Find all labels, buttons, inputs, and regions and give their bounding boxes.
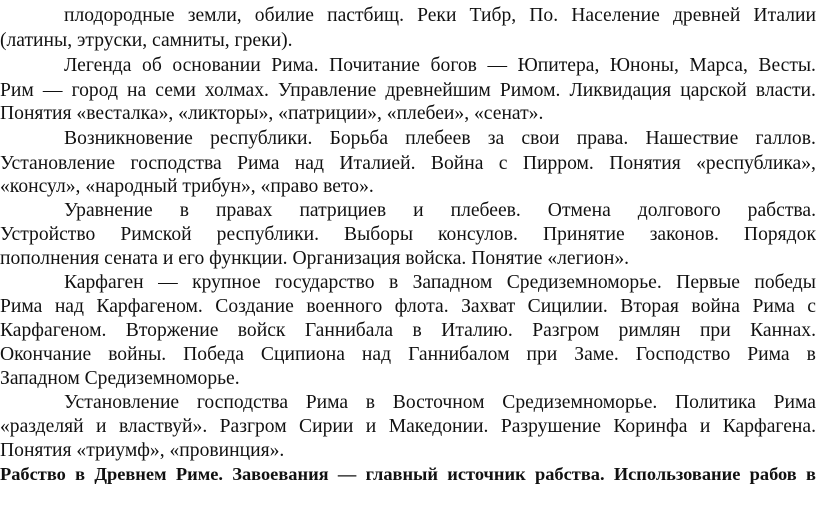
- word: над: [54, 296, 84, 317]
- word: «консул», «народный трибун», «право вето».: [0, 176, 374, 197]
- word: Италию.: [441, 320, 513, 341]
- word: Ганнибалом: [408, 344, 510, 365]
- word: —: [42, 80, 63, 101]
- word: при: [699, 320, 731, 341]
- word: войск: [237, 320, 286, 341]
- word: Окончание: [0, 344, 92, 365]
- word: и: [96, 416, 107, 437]
- word: Италией.: [339, 153, 416, 174]
- word: земли,: [187, 5, 242, 26]
- word: консулов.: [438, 224, 518, 245]
- text-line: [0, 318, 816, 343]
- text-line: [0, 101, 816, 126]
- text-line: [0, 294, 816, 319]
- word: источник: [447, 464, 526, 484]
- word: правах: [215, 200, 273, 221]
- word: Война: [430, 153, 484, 174]
- word: права.: [576, 128, 629, 149]
- word: на: [127, 80, 147, 101]
- word: Карфаген: [64, 272, 144, 293]
- word: пастбищ.: [327, 5, 404, 26]
- text-line: [0, 151, 816, 176]
- word: рабства.: [535, 464, 605, 484]
- word: в: [179, 200, 189, 221]
- word: в: [806, 464, 816, 484]
- word: Захват: [461, 296, 516, 317]
- word: Борьба: [329, 128, 389, 149]
- text-line: [0, 174, 816, 199]
- text-line: [0, 366, 816, 391]
- word: республики.: [210, 128, 313, 149]
- word: Рима: [747, 344, 790, 365]
- word: Разрушение: [500, 416, 601, 437]
- word: Сирии: [299, 416, 354, 437]
- text-line: [0, 414, 816, 439]
- word: с: [498, 153, 508, 174]
- text-line: [0, 246, 816, 271]
- word: плебеев: [405, 128, 471, 149]
- word: царской: [680, 80, 747, 101]
- word: Господство: [635, 344, 731, 365]
- word: «разделяй: [0, 416, 84, 437]
- word: Первые: [676, 272, 740, 293]
- word: Карфагена.: [722, 416, 816, 437]
- word: Порядок: [743, 224, 816, 245]
- word: Сицилии.: [527, 296, 608, 317]
- word: Римской: [120, 224, 192, 245]
- word: флота.: [394, 296, 449, 317]
- word: Почитание: [329, 55, 421, 76]
- word: за: [487, 128, 505, 149]
- word: Население: [571, 5, 660, 26]
- word: Разгром: [532, 320, 600, 341]
- word: древней: [672, 5, 741, 26]
- word: Рима: [773, 392, 816, 413]
- word: крупное: [192, 272, 261, 293]
- word: Отмена: [547, 200, 611, 221]
- word: и: [413, 200, 424, 221]
- word: «республика»,: [696, 153, 816, 174]
- word: —: [337, 464, 357, 484]
- word: По.: [529, 5, 559, 26]
- word: (латины, этруски, самниты, греки).: [0, 30, 293, 51]
- word: галлов.: [755, 128, 816, 149]
- word: Управление: [278, 80, 377, 101]
- word: Установление: [64, 392, 180, 413]
- word: Рима: [237, 153, 280, 174]
- text-line: [0, 28, 816, 53]
- word: Понятия: [609, 153, 681, 174]
- word: свои: [521, 128, 560, 149]
- word: в: [365, 392, 376, 413]
- word: Риме.: [175, 464, 223, 484]
- text-line: [0, 53, 816, 78]
- word: Создание: [215, 296, 294, 317]
- word: богов: [430, 55, 477, 76]
- word: Каннах.: [750, 320, 816, 341]
- word: Восточном: [392, 392, 485, 413]
- word: Устройство: [0, 224, 96, 245]
- word: долгового: [637, 200, 721, 221]
- word: Рима: [0, 296, 43, 317]
- word: Юноны,: [609, 55, 679, 76]
- word: Карфагеном.: [96, 296, 203, 317]
- word: римлян: [618, 320, 681, 341]
- word: господства: [196, 392, 289, 413]
- text-line: [0, 270, 816, 295]
- word: и: [699, 416, 711, 437]
- word: Римом.: [499, 80, 561, 101]
- word: Древнем: [94, 464, 167, 484]
- word: семи: [155, 80, 196, 101]
- word: в: [412, 320, 422, 341]
- word: законов.: [649, 224, 719, 245]
- word: Средиземноморье.: [506, 272, 662, 293]
- word: над: [361, 344, 392, 365]
- bold-text-line: [0, 462, 816, 487]
- word: Западном: [412, 272, 493, 293]
- word: Италии: [753, 5, 816, 26]
- word: Рабство: [0, 464, 66, 484]
- word: в: [806, 344, 816, 365]
- word: об: [142, 55, 162, 76]
- word: Ганнибала: [304, 320, 394, 341]
- word: Рим: [0, 80, 34, 101]
- word: Карфагеном.: [0, 320, 107, 341]
- word: Победа: [183, 344, 244, 365]
- word: Выборы: [344, 224, 413, 245]
- text-line: [0, 3, 816, 28]
- word: плебеев.: [450, 200, 521, 221]
- text-line: [0, 342, 816, 367]
- word: господства: [130, 153, 222, 174]
- word: основании: [172, 55, 261, 76]
- word: Весты.: [758, 55, 816, 76]
- word: Завоевания: [232, 464, 329, 484]
- word: над: [294, 153, 324, 174]
- word: Легенда: [64, 55, 132, 76]
- word: Средиземноморье.: [502, 392, 658, 413]
- text-line: [0, 390, 816, 415]
- word: Тибр,: [469, 5, 517, 26]
- word: Понятия «триумф», «провинция».: [0, 440, 285, 461]
- word: и: [365, 416, 377, 437]
- word: государство: [275, 272, 375, 293]
- word: город: [71, 80, 118, 101]
- word: древнейшим: [385, 80, 491, 101]
- word: плодородные: [64, 5, 175, 26]
- word: Вторжение: [125, 320, 219, 341]
- word: Политика: [675, 392, 756, 413]
- word: Реки: [417, 5, 457, 26]
- word: Коринфа: [613, 416, 688, 437]
- word: в: [75, 464, 86, 484]
- word: Вторая: [620, 296, 679, 317]
- word: военного: [306, 296, 383, 317]
- word: в: [388, 272, 399, 293]
- word: войны.: [108, 344, 167, 365]
- word: с: [807, 296, 816, 317]
- word: пополнения сената и его функции. Организация войска. Понятие «легион».: [0, 248, 630, 269]
- word: война: [691, 296, 740, 317]
- word: власти.: [755, 80, 816, 101]
- word: Пирром.: [522, 153, 594, 174]
- word: Установление: [0, 153, 116, 174]
- text-line: [0, 198, 816, 223]
- word: Нашествие: [645, 128, 739, 149]
- word: Ликвидация: [569, 80, 672, 101]
- word: Рима.: [271, 55, 319, 76]
- word: Заме.: [574, 344, 619, 365]
- text-line: [0, 78, 816, 103]
- word: обилие: [254, 5, 315, 26]
- word: —: [158, 272, 178, 293]
- word: Рима: [752, 296, 795, 317]
- word: Юпитера,: [517, 55, 600, 76]
- text-line: [0, 126, 816, 151]
- word: Сципиона: [260, 344, 345, 365]
- word: при: [526, 344, 558, 365]
- word: Македонии.: [388, 416, 489, 437]
- word: рабов: [749, 464, 797, 484]
- text-line: [0, 222, 816, 247]
- word: Разгром: [219, 416, 287, 437]
- word: Западном Средиземноморье.: [0, 368, 240, 389]
- word: властвуй».: [118, 416, 208, 437]
- word: главный: [365, 464, 438, 484]
- word: Уравнение: [64, 200, 153, 221]
- word: Марса,: [689, 55, 748, 76]
- word: победы: [754, 272, 816, 293]
- word: Использование: [613, 464, 741, 484]
- word: патрициев: [299, 200, 387, 221]
- word: Рима: [305, 392, 349, 413]
- word: рабства.: [747, 200, 816, 221]
- word: холмах.: [204, 80, 269, 101]
- text-line: [0, 438, 816, 463]
- word: Возникновение: [64, 128, 193, 149]
- word: Понятия «весталка», «ликторы», «патриции», «плебеи», «сенат».: [0, 103, 544, 124]
- word: —: [487, 55, 508, 76]
- word: республики.: [216, 224, 319, 245]
- word: Принятие: [542, 224, 625, 245]
